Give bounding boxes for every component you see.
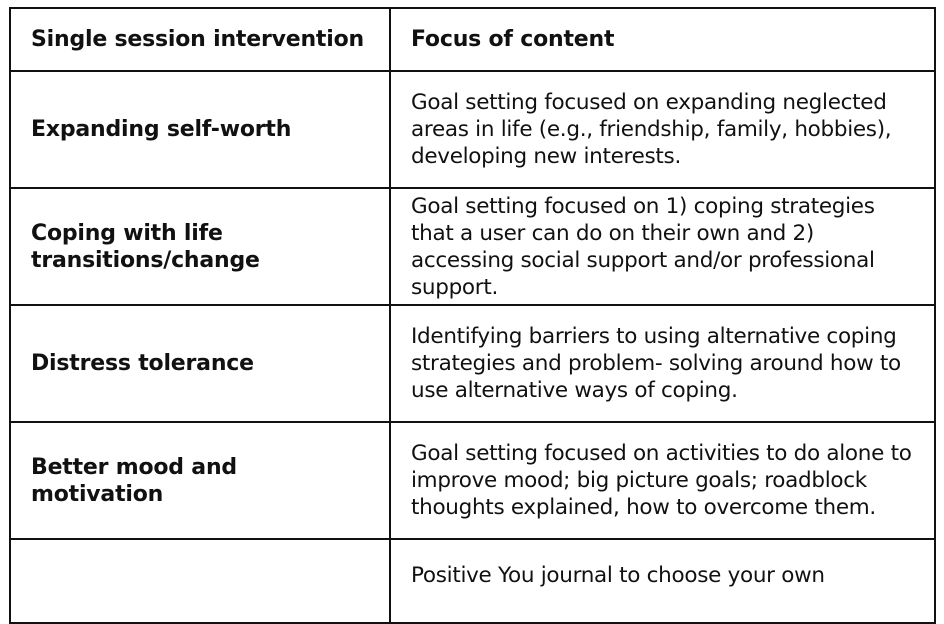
intervention-name: Coping with life transitions/change [10, 188, 390, 305]
intervention-table-container [9, 7, 934, 624]
table-row [10, 422, 935, 539]
table-row [10, 305, 935, 422]
intervention-table [9, 7, 936, 624]
focus-description: Positive You journal to choose your own [390, 539, 935, 623]
table-row [10, 188, 935, 305]
intervention-name: Better mood and motivation [10, 422, 390, 539]
column-header-intervention: Single session intervention [10, 8, 390, 71]
focus-description: Goal setting focused on expanding neglected areas in life (e.g., friendship, family, hobbies), developing new interests. [390, 71, 935, 188]
focus-description: Goal setting focused on activities to do alone to improve mood; big picture goals; roadblock thoughts explained, how to overcome them. [390, 422, 935, 539]
intervention-name: Distress tolerance [10, 305, 390, 422]
table-header-row [10, 8, 935, 71]
intervention-name: Expanding self-worth [10, 71, 390, 188]
intervention-name [10, 539, 390, 623]
focus-description: Goal setting focused on 1) coping strategies that a user can do on their own and 2) accessing social support and/or professional support. [390, 188, 935, 305]
focus-description: Identifying barriers to using alternative coping strategies and problem- solving around how to use alternative ways of coping. [390, 305, 935, 422]
table-row [10, 71, 935, 188]
table-row-partial [10, 539, 935, 623]
column-header-focus: Focus of content [390, 8, 935, 71]
